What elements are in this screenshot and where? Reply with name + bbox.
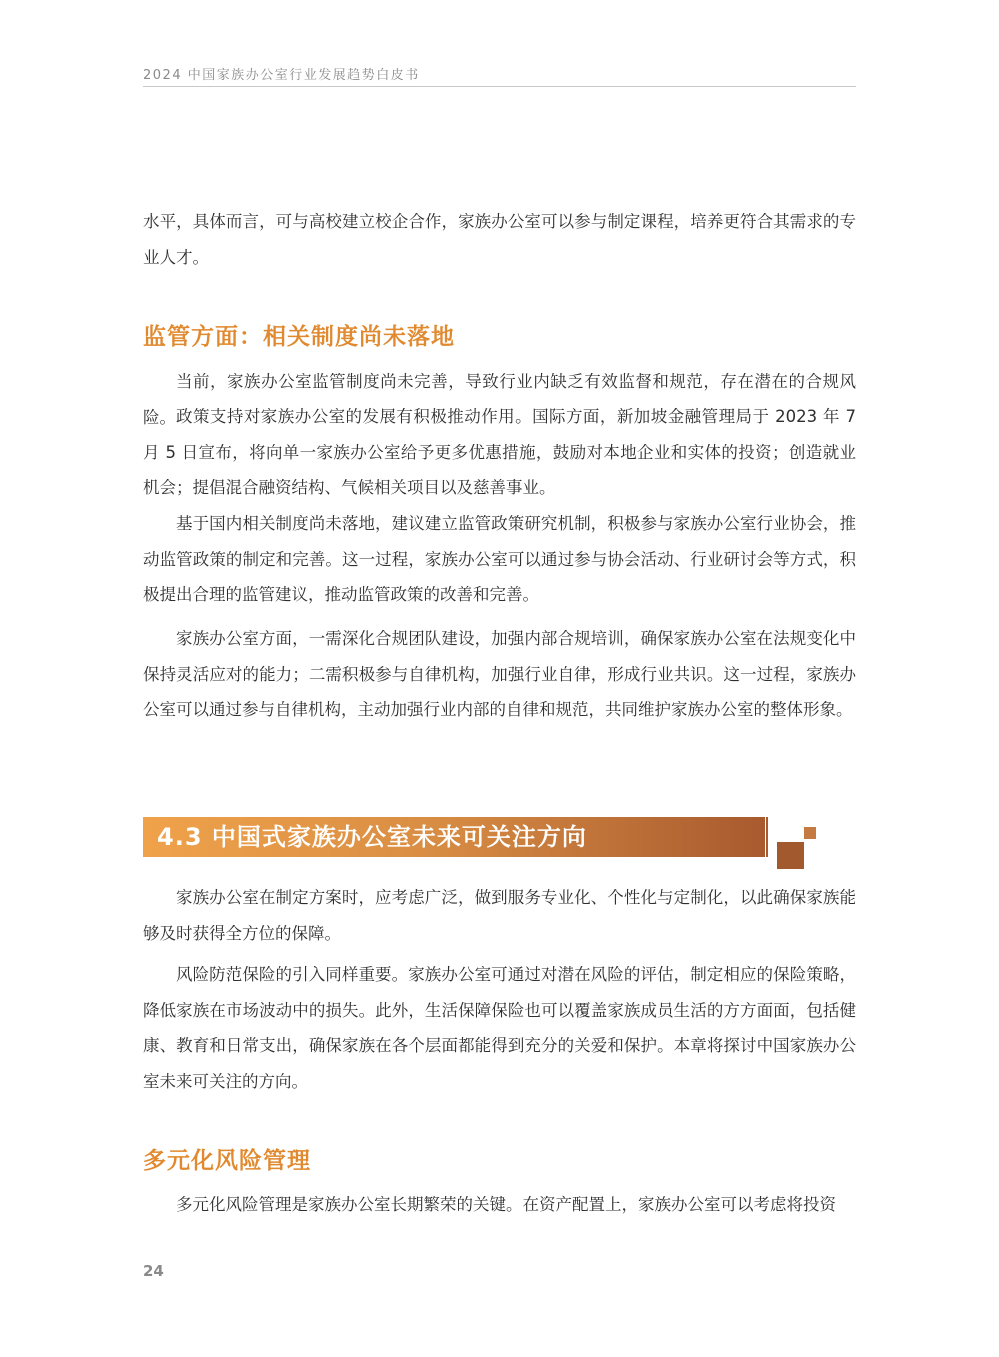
paragraph-section-1: 家族办公室在制定方案时，应考虑广泛，做到服务专业化、个性化与定制化，以此确保家族能够及时获得全方位的保障。 bbox=[143, 888, 856, 943]
paragraph-regulation-3: 基于国内相关制度尚未落地，建议建立监管政策研究机制，积极参与家族办公室行业协会，推动监管政策的制定和完善。这一过程，家族办公室可以通过参与协会活动、行业研讨会等方式，积极提出合理的监管建议，推动监管政策的改善和完善。 bbox=[143, 514, 856, 604]
subheading-regulation: 监管方面：相关制度尚未落地 bbox=[143, 324, 455, 350]
decorative-square-large bbox=[777, 842, 804, 869]
paragraph-section-2: 风险防范保险的引入同样重要。家族办公室可通过对潜在风险的评估，制定相应的保险策略，降低家族在市场波动中的损失。此外，生活保障保险也可以覆盖家族成员生活的方方面面，包括健康、教育和日常支出，确保家族在各个层面都能得到充分的关爱和保护。本章将探讨中国家族办公室未来可关注的方向。 bbox=[143, 965, 856, 1091]
section-bar-end-accent bbox=[766, 817, 768, 857]
paragraph-continuation: 水平，具体而言，可与高校建立校企合作，家族办公室可以参与制定课程，培养更符合其需求的专业人才。 bbox=[143, 212, 856, 267]
paragraph-diversified-risk: 多元化风险管理是家族办公室长期繁荣的关键。在资产配置上，家族办公室可以考虑将投资 bbox=[176, 1195, 836, 1214]
paragraph-regulation-1: 当前，家族办公室监管制度尚未完善，导致行业内缺乏有效监督和规范，存在潜在的合规风险。 bbox=[143, 372, 856, 427]
subheading-diversified-risk: 多元化风险管理 bbox=[143, 1148, 311, 1174]
section-title-bar bbox=[143, 817, 765, 857]
paragraph-regulation-2: 政策支持对家族办公室的发展有积极推动作用。国际方面，新加坡金融管理局于 2023 年 7 月 5 日宣布，将向单一家族办公室给予更多优惠措施，鼓励对本地企业和实体的投资；创造就业机会；提倡混合融资结构、气候相关项目以及慈善事业。 bbox=[143, 407, 856, 497]
paragraph-regulation-4: 家族办公室方面，一需深化合规团队建设，加强内部合规培训，确保家族办公室在法规变化中保持灵活应对的能力；二需积极参与自律机构，加强行业自律，形成行业共识。这一过程，家族办公室可以通过参与自律机构，主动加强行业内部的自律和规范，共同维护家族办公室的整体形象。 bbox=[143, 629, 856, 719]
header-divider bbox=[143, 86, 856, 87]
decorative-square-small bbox=[804, 827, 816, 839]
section-title: 4.3 中国式家族办公室未来可关注方向 bbox=[157, 823, 587, 851]
page-number: 24 bbox=[143, 1262, 164, 1280]
running-header: 2024 中国家族办公室行业发展趋势白皮书 bbox=[143, 68, 420, 83]
